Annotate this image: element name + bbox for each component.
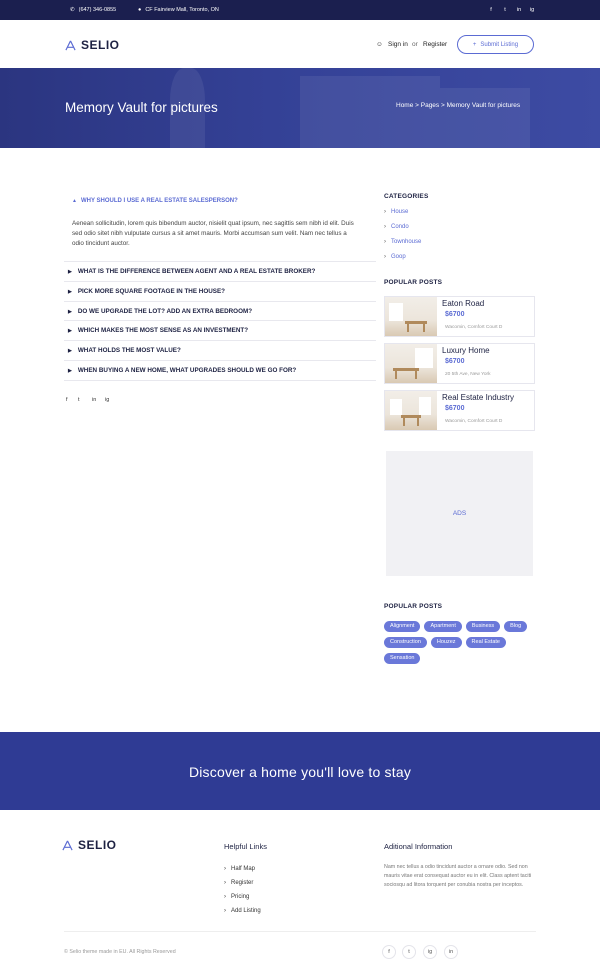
house-wing-silhouette: [440, 88, 530, 148]
address-contact: [138, 7, 219, 13]
logo-text: SELIO: [81, 38, 120, 52]
category-link[interactable]: [384, 224, 409, 230]
info-heading: Aditional Information: [384, 842, 453, 851]
footer-link-label: Add Listing: [231, 908, 261, 914]
ads-label: ADS: [452, 510, 467, 517]
post-address: Wacomin, Comfort Court D: [445, 325, 503, 330]
chevron-right-icon: ›: [384, 224, 386, 230]
faq-open-question-label: WHY SHOULD I USE A REAL ESTATE SALESPERSON?: [80, 198, 238, 204]
post-title: Eaton Road: [442, 299, 485, 308]
map-pin-icon: ●: [138, 7, 142, 13]
faq-open-question[interactable]: [72, 198, 238, 204]
faq-question-label: WHAT HOLDS THE MOST VALUE?: [77, 347, 181, 354]
or-text: or: [412, 41, 418, 48]
page-title: Memory Vault for pictures: [65, 100, 218, 115]
faq-question[interactable]: [64, 261, 376, 281]
footer-linkedin-icon[interactable]: in: [444, 945, 458, 959]
twitter-icon[interactable]: t: [504, 7, 506, 13]
footer-facebook-icon[interactable]: f: [382, 945, 396, 959]
submit-listing-label: Submit Listing: [480, 41, 519, 48]
faq-question-label: WHEN BUYING A NEW HOME, WHAT UPGRADES SHOULD WE GO FOR?: [77, 367, 297, 374]
footer-link-label: Register: [231, 880, 254, 886]
tag[interactable]: Sensation: [384, 653, 420, 664]
category-label: Goop: [391, 254, 406, 260]
page-hero: [0, 68, 600, 148]
popular-post-card[interactable]: [384, 343, 535, 384]
faq-question[interactable]: [64, 360, 376, 380]
category-label: Condo: [391, 224, 409, 230]
post-title: Real Estate Industry: [442, 393, 515, 402]
faq-question[interactable]: [64, 301, 376, 321]
faq-question[interactable]: [64, 320, 376, 340]
chevron-right-icon: ›: [384, 209, 386, 215]
sign-in-link[interactable]: Sign in: [388, 41, 408, 48]
logo-icon: [62, 840, 73, 851]
chevron-right-icon: ›: [384, 239, 386, 245]
chevron-right-icon: ›: [224, 894, 226, 900]
footer-link[interactable]: [224, 880, 253, 886]
footer-link[interactable]: [224, 908, 261, 914]
post-price: $6700: [445, 311, 465, 318]
footer-link[interactable]: [224, 866, 255, 872]
footer-link-label: Half Map: [231, 866, 256, 872]
post-title: Luxury Home: [442, 346, 490, 355]
chevron-up-icon: ▲: [72, 198, 77, 204]
post-thumbnail: [385, 297, 437, 336]
tag-cloud: [384, 621, 534, 664]
phone-number: (647) 346-0855: [78, 7, 117, 13]
faq-question-label: WHAT IS THE DIFFERENCE BETWEEN AGENT AND A REAL ESTATE BROKER?: [77, 268, 316, 275]
copyright-text: © Selio theme made in EU. All Rights Reserved: [64, 949, 176, 955]
category-link[interactable]: [384, 209, 408, 215]
linkedin-icon[interactable]: in: [516, 7, 522, 13]
tag[interactable]: Blog: [504, 621, 527, 632]
post-price: $6700: [445, 358, 465, 365]
category-label: House: [391, 209, 409, 215]
footer-instagram-icon[interactable]: ig: [423, 945, 437, 959]
site-header: [0, 20, 600, 68]
caret-right-icon: ▶: [68, 268, 72, 275]
tag[interactable]: Construction: [384, 637, 427, 648]
site-logo[interactable]: [65, 38, 120, 52]
footer-link[interactable]: [224, 894, 249, 900]
chevron-right-icon: ›: [224, 866, 226, 872]
share-twitter-icon[interactable]: t: [78, 397, 80, 403]
faq-question-label: WHICH MAKES THE MOST SENSE AS AN INVESTMENT?: [77, 327, 249, 334]
post-thumbnail: [385, 344, 437, 383]
caret-right-icon: ▶: [68, 327, 72, 334]
register-link[interactable]: Register: [423, 41, 448, 48]
tag[interactable]: Houzez: [431, 637, 462, 648]
user-icon: ☺: [376, 41, 383, 48]
logo-icon: [65, 40, 76, 51]
plus-icon: +: [472, 41, 477, 48]
caret-right-icon: ▶: [68, 288, 72, 295]
footer-logo[interactable]: [62, 838, 117, 852]
footer-divider: [64, 931, 536, 932]
phone-icon: ✆: [70, 7, 75, 13]
cta-title: Discover a home you'll love to stay: [188, 764, 412, 780]
chevron-right-icon: ›: [384, 254, 386, 260]
caret-right-icon: ▶: [68, 308, 72, 315]
address-text: CF Fairview Mall, Toronto, ON: [145, 7, 219, 13]
tag[interactable]: Real Estate: [466, 637, 506, 648]
tag[interactable]: Business: [466, 621, 500, 632]
chevron-right-icon: ›: [224, 908, 226, 914]
ads-box[interactable]: [386, 451, 533, 576]
faq-question[interactable]: [64, 340, 376, 360]
post-thumbnail: [385, 391, 437, 430]
share-instagram-icon[interactable]: ig: [105, 397, 110, 403]
popular-post-card[interactable]: [384, 390, 535, 431]
share-linkedin-icon[interactable]: in: [92, 397, 97, 403]
instagram-icon[interactable]: ig: [529, 7, 535, 13]
submit-listing-button[interactable]: [457, 35, 534, 54]
chevron-right-icon: ›: [224, 880, 226, 886]
footer-twitter-icon[interactable]: t: [402, 945, 416, 959]
logo-text: SELIO: [78, 838, 117, 852]
categories-heading: CATEGORIES: [384, 193, 429, 200]
house-silhouette: [300, 76, 440, 148]
post-address: 20 5th Ave, New York: [445, 372, 491, 377]
caret-right-icon: ▶: [68, 347, 72, 354]
facebook-icon[interactable]: f: [490, 7, 492, 13]
caret-right-icon: ▶: [68, 367, 72, 374]
faq-question-label: DO WE UPGRADE THE LOT? ADD AN EXTRA BEDROOM?: [77, 308, 253, 315]
breadcrumb[interactable]: Home > Pages > Memory Vault for pictures: [396, 102, 521, 109]
phone-contact[interactable]: [70, 7, 116, 13]
post-address: Wacomin, Comfort Court D: [445, 419, 503, 424]
tag[interactable]: Alignment: [384, 621, 420, 632]
faq-open-answer: Aenean sollicitudin, lorem quis bibendum auctor, nisielit quat ipsum, nec sagittis sem nibh id elit. Duis sed odio sitet nibh vulputate cursus a sit amet mauris. Morbi accumsan sum velit. Nam nec tellus a odio tincidunt auctor.: [72, 220, 354, 247]
faq-question-label: PICK MORE SQUARE FOOTAGE IN THE HOUSE?: [77, 288, 226, 295]
cta-banner: [0, 732, 600, 810]
category-label: Townhouse: [391, 239, 422, 245]
faq-question[interactable]: [64, 281, 376, 301]
top-bar: [0, 0, 600, 20]
footer-link-label: Pricing: [231, 894, 250, 900]
faq-divider: [64, 380, 376, 381]
info-text: Nam nec tellus a odio tincidunt auctor a ornare odio. Sed non mauris vitae erat consequat auctor eu in elit. Class aptent taciti sociosqu ad litora torquent per conubia nostra per inceptos.: [384, 864, 532, 888]
popular-post-card[interactable]: [384, 296, 535, 337]
helpful-links-heading: Helpful Links: [224, 842, 267, 851]
tag[interactable]: Apartment: [424, 621, 461, 632]
share-facebook-icon[interactable]: f: [66, 397, 68, 403]
post-price: $6700: [445, 405, 465, 412]
tags-heading: POPULAR POSTS: [384, 603, 443, 610]
category-link[interactable]: [384, 239, 421, 245]
popular-posts-heading: POPULAR POSTS: [384, 279, 443, 286]
category-link[interactable]: [384, 254, 406, 260]
